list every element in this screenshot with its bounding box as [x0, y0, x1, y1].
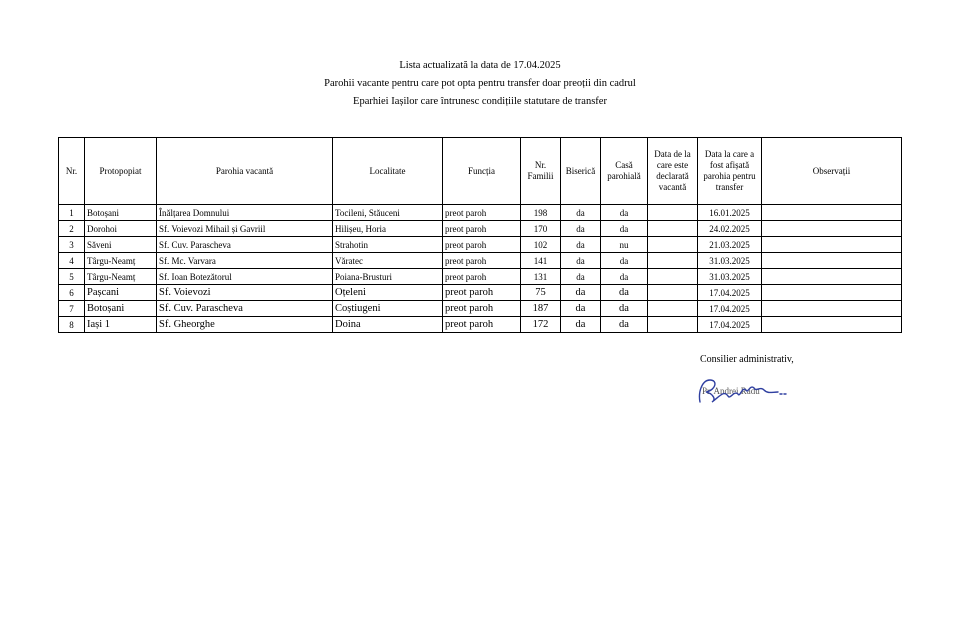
cell-biserica: da: [561, 317, 601, 333]
cell-parohia: Sf. Voievozi: [157, 285, 333, 301]
cell-parohia: Înălțarea Domnului: [157, 205, 333, 221]
cell-familii: 75: [521, 285, 561, 301]
col-header-functia: Funcția: [443, 138, 521, 205]
cell-observatii: [762, 301, 902, 317]
cell-data-afisare: 31.03.2025: [698, 269, 762, 285]
col-header-familii: Nr. Familii: [521, 138, 561, 205]
cell-protopopiat: Botoșani: [85, 301, 157, 317]
cell-localitate: Hilișeu, Horia: [333, 221, 443, 237]
cell-casa: da: [601, 317, 648, 333]
cell-biserica: da: [561, 237, 601, 253]
cell-data-vacanta: [648, 205, 698, 221]
vacant-parishes-table: [58, 137, 902, 333]
cell-nr: 3: [59, 237, 85, 253]
col-header-localitate: Localitate: [333, 138, 443, 205]
title-line-1: Lista actualizată la data de 17.04.2025: [399, 60, 561, 71]
cell-observatii: [762, 269, 902, 285]
cell-data-vacanta: [648, 237, 698, 253]
cell-casa: da: [601, 221, 648, 237]
signatory-name: Pr. Andrei Radu: [702, 386, 760, 396]
table-header-row: [59, 138, 902, 205]
cell-familii: 131: [521, 269, 561, 285]
col-header-parohia: Parohia vacantă: [157, 138, 333, 205]
cell-localitate: Oțeleni: [333, 285, 443, 301]
cell-data-vacanta: [648, 285, 698, 301]
cell-casa: da: [601, 285, 648, 301]
cell-localitate: Coștiugeni: [333, 301, 443, 317]
cell-functia: preot paroh: [443, 301, 521, 317]
cell-familii: 102: [521, 237, 561, 253]
cell-data-vacanta: [648, 269, 698, 285]
cell-functia: preot paroh: [443, 205, 521, 221]
cell-localitate: Strahotin: [333, 237, 443, 253]
cell-data-afisare: 17.04.2025: [698, 301, 762, 317]
cell-biserica: da: [561, 221, 601, 237]
cell-functia: preot paroh: [443, 317, 521, 333]
cell-observatii: [762, 317, 902, 333]
cell-data-vacanta: [648, 317, 698, 333]
table-row: [59, 285, 902, 301]
cell-functia: preot paroh: [443, 285, 521, 301]
cell-parohia: Sf. Cuv. Parascheva: [157, 301, 333, 317]
document-title: [0, 57, 960, 111]
cell-observatii: [762, 237, 902, 253]
cell-functia: preot paroh: [443, 269, 521, 285]
cell-familii: 141: [521, 253, 561, 269]
cell-data-afisare: 17.04.2025: [698, 317, 762, 333]
cell-functia: preot paroh: [443, 237, 521, 253]
cell-parohia: Sf. Cuv. Parascheva: [157, 237, 333, 253]
cell-nr: 4: [59, 253, 85, 269]
cell-protopopiat: Târgu-Neamț: [85, 269, 157, 285]
table-row: [59, 237, 902, 253]
signatory-role: Consilier administrativ,: [700, 354, 794, 365]
cell-data-afisare: 24.02.2025: [698, 221, 762, 237]
cell-familii: 170: [521, 221, 561, 237]
cell-nr: 7: [59, 301, 85, 317]
cell-functia: preot paroh: [443, 221, 521, 237]
cell-data-vacanta: [648, 253, 698, 269]
cell-nr: 8: [59, 317, 85, 333]
table-row: [59, 253, 902, 269]
cell-localitate: Doina: [333, 317, 443, 333]
col-header-data-afisare: Data la care a fost afișată parohia pentru transfer: [698, 138, 762, 205]
cell-protopopiat: Dorohoi: [85, 221, 157, 237]
cell-protopopiat: Iași 1: [85, 317, 157, 333]
col-header-observatii: Observații: [762, 138, 902, 205]
cell-biserica: da: [561, 285, 601, 301]
title-line-2: Parohii vacante pentru care pot opta pentru transfer doar preoții din cadrul: [324, 78, 636, 89]
table-row: [59, 269, 902, 285]
cell-biserica: da: [561, 205, 601, 221]
cell-observatii: [762, 285, 902, 301]
cell-data-afisare: 21.03.2025: [698, 237, 762, 253]
cell-data-afisare: 31.03.2025: [698, 253, 762, 269]
cell-familii: 187: [521, 301, 561, 317]
cell-protopopiat: Pașcani: [85, 285, 157, 301]
cell-localitate: Văratec: [333, 253, 443, 269]
cell-parohia: Sf. Voievozi Mihail și Gavriil: [157, 221, 333, 237]
col-header-protopopiat: Protopopiat: [85, 138, 157, 205]
cell-nr: 6: [59, 285, 85, 301]
cell-casa: nu: [601, 237, 648, 253]
cell-data-vacanta: [648, 221, 698, 237]
cell-familii: 172: [521, 317, 561, 333]
cell-casa: da: [601, 205, 648, 221]
cell-parohia: Sf. Ioan Botezătorul: [157, 269, 333, 285]
cell-protopopiat: Săveni: [85, 237, 157, 253]
cell-functia: preot paroh: [443, 253, 521, 269]
cell-nr: 2: [59, 221, 85, 237]
cell-parohia: Sf. Gheorghe: [157, 317, 333, 333]
col-header-biserica: Biserică: [561, 138, 601, 205]
table-row: [59, 205, 902, 221]
cell-protopopiat: Botoșani: [85, 205, 157, 221]
cell-observatii: [762, 253, 902, 269]
cell-parohia: Sf. Mc. Varvara: [157, 253, 333, 269]
cell-casa: da: [601, 269, 648, 285]
col-header-nr: Nr.: [59, 138, 85, 205]
cell-observatii: [762, 221, 902, 237]
cell-casa: da: [601, 253, 648, 269]
cell-data-vacanta: [648, 301, 698, 317]
cell-familii: 198: [521, 205, 561, 221]
cell-data-afisare: 16.01.2025: [698, 205, 762, 221]
table-row: [59, 221, 902, 237]
cell-biserica: da: [561, 253, 601, 269]
table-row: [59, 301, 902, 317]
cell-observatii: [762, 205, 902, 221]
cell-localitate: Tocileni, Stăuceni: [333, 205, 443, 221]
table-row: [59, 317, 902, 333]
cell-biserica: da: [561, 301, 601, 317]
title-line-3: Eparhiei Iașilor care întrunesc condițiile statutare de transfer: [353, 96, 607, 107]
col-header-casa: Casă parohială: [601, 138, 648, 205]
col-header-data-vacanta: Data de la care este declarată vacantă: [648, 138, 698, 205]
cell-protopopiat: Târgu-Neamț: [85, 253, 157, 269]
cell-localitate: Poiana-Brusturi: [333, 269, 443, 285]
cell-nr: 5: [59, 269, 85, 285]
cell-data-afisare: 17.04.2025: [698, 285, 762, 301]
cell-casa: da: [601, 301, 648, 317]
cell-biserica: da: [561, 269, 601, 285]
cell-nr: 1: [59, 205, 85, 221]
handwritten-signature: [694, 372, 794, 408]
